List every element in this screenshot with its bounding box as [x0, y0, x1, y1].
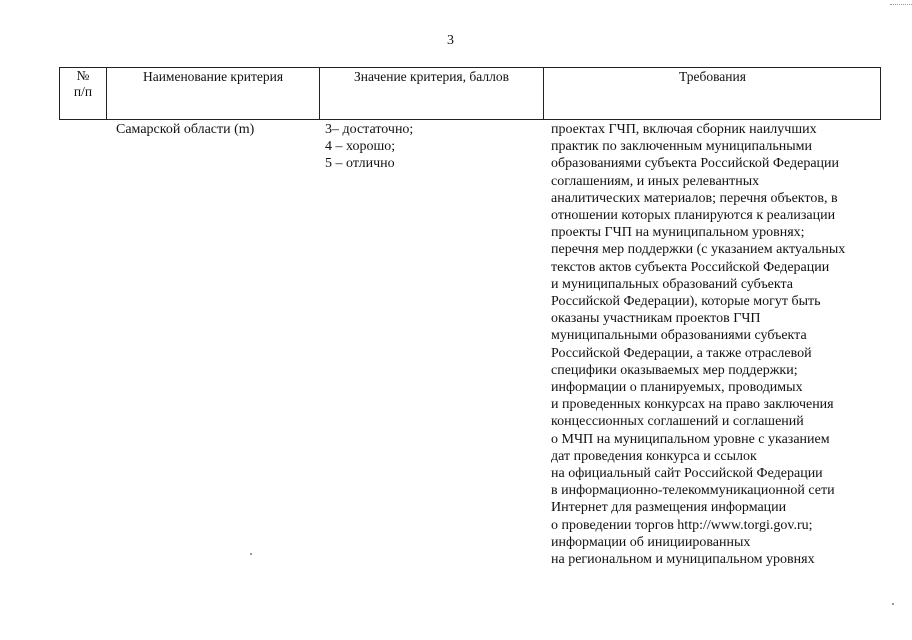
text-line: 4 – хорошо; — [325, 139, 396, 155]
text-line: проекты ГЧП на муниципальном уровнях; — [551, 225, 805, 241]
text-line: перечня мер поддержки (с указанием актуальных — [551, 242, 846, 258]
page-number: 3 — [447, 33, 454, 48]
scan-speck — [250, 553, 252, 555]
text-line: муниципальными образованиями субъекта — [551, 328, 807, 344]
text-line: концессионных соглашений и соглашений — [551, 414, 804, 430]
text-line: Российской Федерации), которые могут быть — [551, 294, 821, 310]
scan-artifact — [890, 0, 912, 5]
header-number: № п/п — [73, 68, 93, 99]
table-header — [59, 67, 881, 120]
text-line: на официальный сайт Российской Федерации — [551, 466, 823, 482]
text-line: аналитических материалов; перечня объектов, в — [551, 190, 838, 206]
text-line: 5 – отлично — [325, 156, 395, 172]
text-line: 3– достаточно; — [325, 122, 414, 137]
text-line: информации об инициированных — [551, 534, 751, 550]
scan-speck — [892, 603, 894, 605]
text-line: о МЧП на муниципальном уровне с указанием — [551, 431, 830, 447]
text-line: оказаны участникам проектов ГЧП — [551, 311, 761, 327]
text-line: текстов актов субъекта Российской Федерации — [551, 259, 830, 275]
cell-criterion-name — [116, 121, 254, 138]
text-line: соглашениям, и иных релевантных — [551, 173, 760, 189]
header-criterion-value: Значение критерия, баллов — [354, 69, 509, 84]
text-line: о проведении торгов http://www.torgi.gov.ru; — [551, 517, 813, 533]
text-line: в информационно-телекоммуникационной сети — [551, 483, 835, 499]
cell-requirements — [551, 121, 891, 568]
text-line: и муниципальных образований субъекта — [551, 276, 794, 292]
cell-criterion-value — [325, 121, 413, 173]
header-requirements: Требования — [679, 69, 746, 84]
text-line: Интернет для размещения информации — [551, 500, 787, 516]
text-line: Самарской области (m) — [116, 122, 255, 137]
header-criterion-name: Наименование критерия — [142, 69, 284, 84]
text-line: информации о планируемых, проводимых — [551, 380, 803, 396]
text-line: образованиями субъекта Российской Федерации — [551, 156, 840, 172]
text-line: специфики оказываемых мер поддержки; — [551, 362, 798, 378]
text-line: и проведенных конкурсах на право заключения — [551, 397, 834, 413]
text-line: практик по заключенным муниципальными — [551, 139, 812, 155]
text-line: отношении которых планируются к реализации — [551, 208, 836, 224]
text-line: дат проведения конкурса и ссылок — [551, 448, 757, 464]
text-line: Российской Федерации, а также отраслевой — [551, 345, 812, 361]
text-line: проектах ГЧП, включая сборник наилучших — [551, 122, 817, 137]
text-line: на региональном и муниципальном уровнях — [551, 552, 815, 568]
